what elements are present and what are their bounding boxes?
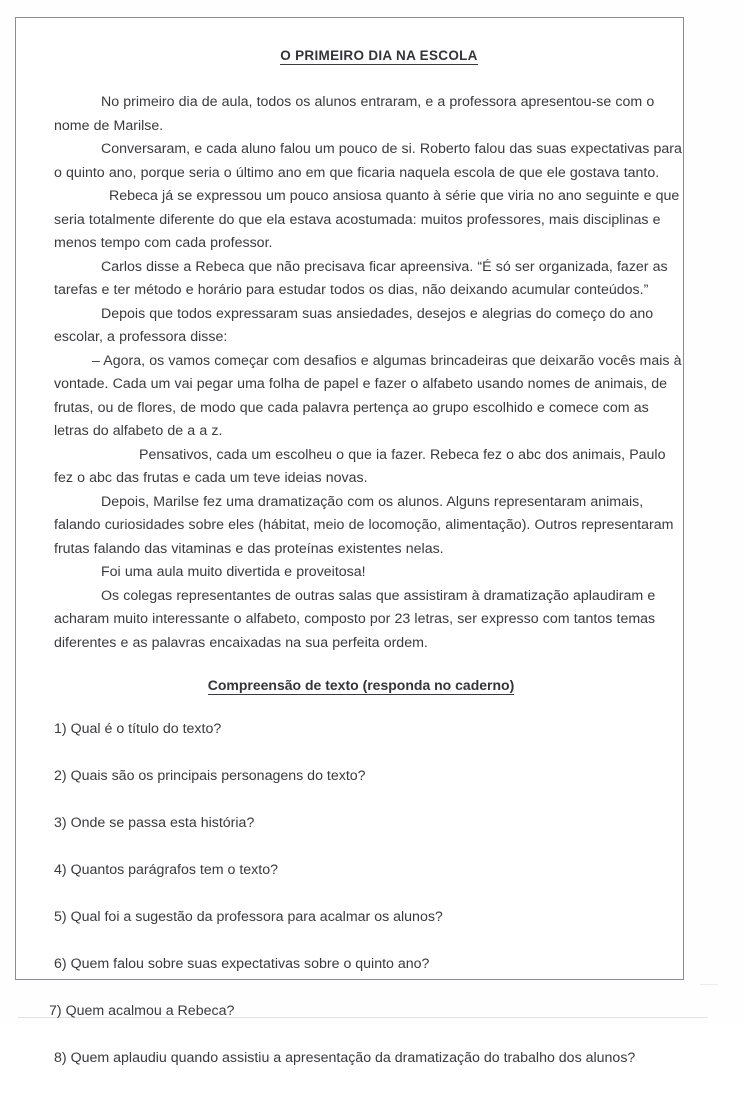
question-text: Quem acalmou a Rebeca? xyxy=(65,1003,235,1019)
worksheet-border-frame xyxy=(15,17,684,1066)
question-text: Onde se passa esta história? xyxy=(70,815,255,831)
question-text: Qual foi a sugestão da professora para acalmar os alunos? xyxy=(70,909,443,925)
question-item xyxy=(54,954,686,974)
question-number: 4) xyxy=(54,862,67,878)
question-item xyxy=(54,1048,686,1068)
questions-section-heading-text: Compreensão de texto (responda no caderno) xyxy=(207,677,515,693)
story-paragraph: Rebeca já se expressou um pouco ansiosa quanto à série que viria no ano seguinte e que seria totalmente diferente do que ela estava acostumada: muitos professores, mais disciplinas e menos tempo com cada professor. xyxy=(54,188,680,251)
story-paragraph: Carlos disse a Rebeca que não precisava ficar apreensiva. “É só ser organizada, fazer as tarefas e ter método e horário para estudar todos os dias, não deixando acumular conteúdos.” xyxy=(54,258,668,298)
story-paragraph: Conversaram, e cada aluno falou um pouco de si. Roberto falou das suas expectativas para o quinto ano, porque seria o último ano em que ficaria naquela escola de que ele gostava tanto. xyxy=(54,141,682,181)
question-number: 8) xyxy=(54,1050,67,1066)
story-paragraph-dialogue: – Agora, os vamos começar com desafios e algumas brincadeiras que deixarão vocês mais à vontade. Cada um vai pegar uma folha de papel e fazer o alfabeto usando nomes de animais, de frutas, ou de flores, de modo que cada palavra pertença ao grupo escolhido e comece com as letras do alfabeto de a a z. xyxy=(54,352,682,439)
question-item xyxy=(54,907,686,927)
story-body xyxy=(54,91,686,655)
question-text: Qual é o título do texto? xyxy=(70,721,222,737)
page-title xyxy=(54,48,686,63)
question-item xyxy=(49,1001,686,1021)
question-number: 1) xyxy=(54,721,67,737)
question-item xyxy=(54,813,686,833)
worksheet-content xyxy=(49,48,686,1095)
question-number: 7) xyxy=(49,1003,62,1019)
questions-list xyxy=(49,719,686,1068)
question-text: Quais são os principais personagens do texto? xyxy=(70,768,366,784)
question-text: Quem aplaudiu quando assistiu a apresentação da dramatização do trabalho dos alunos? xyxy=(70,1050,636,1066)
story-paragraph: Depois que todos expressaram suas ansiedades, desejos e alegrias do começo do ano escolar, a professora disse: xyxy=(54,305,654,345)
story-paragraph: Depois, Marilse fez uma dramatização com os alunos. Alguns representaram animais, falando curiosidades sobre eles (hábitat, meio de locomoção, alimentação). Outros representaram frutas falando das vitaminas e das proteínas existentes nelas. xyxy=(54,493,674,557)
questions-section-heading xyxy=(54,677,686,693)
story-paragraph: Pensativos, cada um escolheu o que ia fazer. Rebeca fez o abc dos animais, Paulo fez o abc das frutas e cada um teve ideias novas. xyxy=(54,446,666,486)
scan-artifact-edge xyxy=(700,984,718,985)
story-paragraph: Foi uma aula muito divertida e proveitosa! xyxy=(101,564,366,580)
question-item xyxy=(54,860,686,880)
story-paragraph: No primeiro dia de aula, todos os alunos entraram, e a professora apresentou-se com o nome de Marilse. xyxy=(54,94,655,134)
question-number: 5) xyxy=(54,909,67,925)
question-number: 2) xyxy=(54,768,67,784)
question-item xyxy=(54,766,686,786)
page-title-text: O PRIMEIRO DIA NA ESCOLA xyxy=(280,48,478,63)
story-paragraph: Os colegas representantes de outras salas que assistiram à dramatização aplaudiram e acharam muito interessante o alfabeto, composto por 23 letras, ser expresso com tantos temas diferentes e as palavras encaixadas na sua perfeita ordem. xyxy=(54,587,656,651)
question-number: 3) xyxy=(54,815,67,831)
question-number: 6) xyxy=(54,956,67,972)
question-item xyxy=(54,719,686,739)
question-text: Quantos parágrafos tem o texto? xyxy=(70,862,278,878)
question-text: Quem falou sobre suas expectativas sobre o quinto ano? xyxy=(70,956,430,972)
